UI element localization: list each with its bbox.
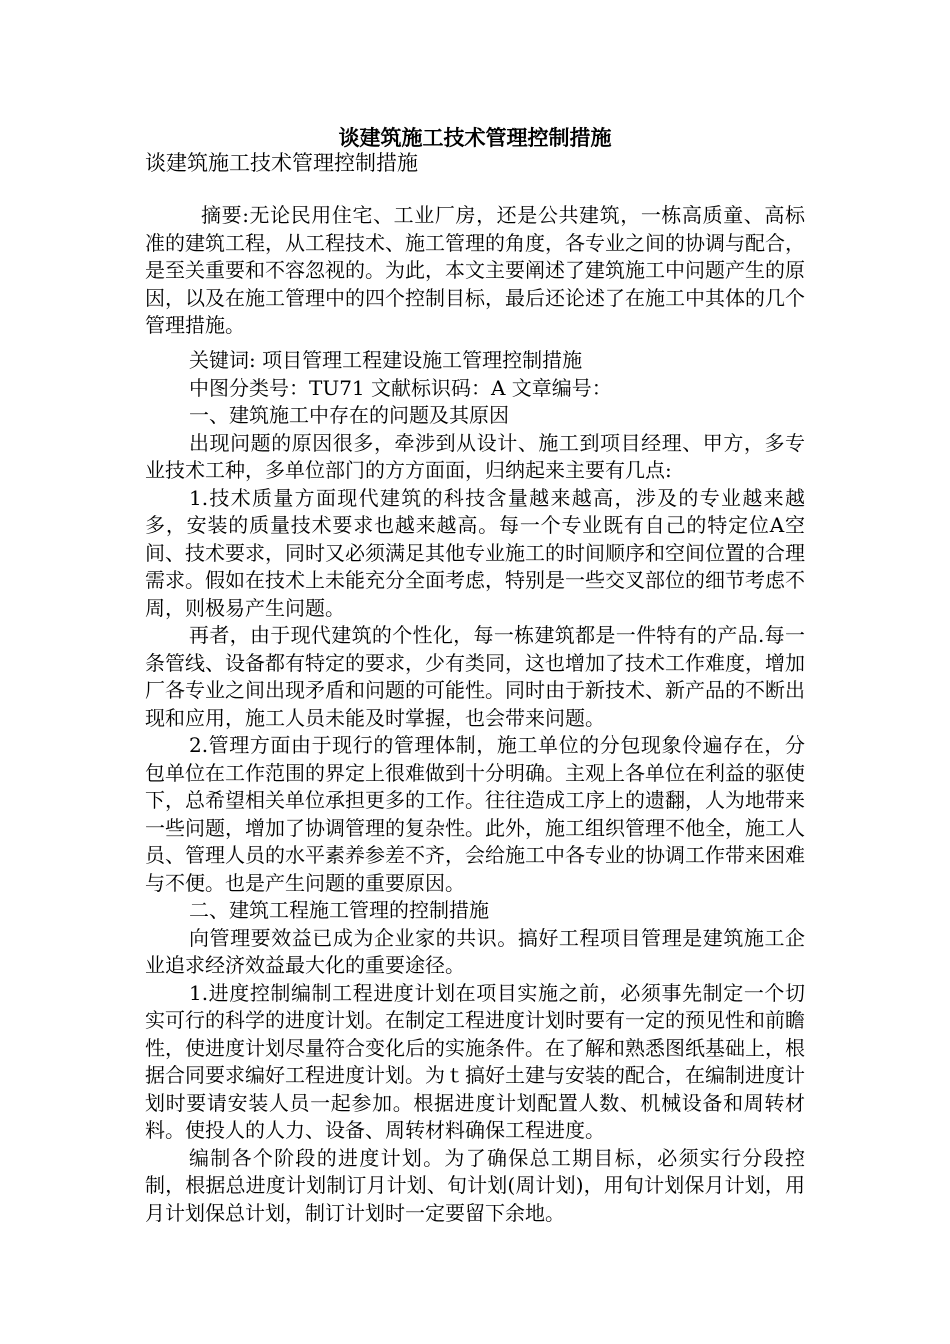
body-paragraph: 再者，由于现代建筑的个性化，每一栋建筑都是一件特有的产品.每一条管线、设备都有特定的要求，少有类同，这也增加了技术工作难度，增加厂各专业之间出现矛盾和问题的可能性。同时由于新技术、新产品的不断出现和应用，施工人员未能及时掌握，也会带来问题。: [145, 623, 805, 730]
body-paragraph: 编制各个阶段的进度计划。为了确保总工期目标，必须实行分段控制，根据总进度计划制订月计划、旬计划(周计划)，用旬计划保月计划，用月计划保总计划，制订计划时一定要留下余地。: [145, 1145, 805, 1225]
document-subtitle: 谈建筑施工技术管理控制措施: [145, 151, 418, 175]
body-paragraph: 向管理要效益已成为企业家的共识。搞好工程项目管理是建筑施工企业追求经济效益最大化的重要途径。: [145, 925, 805, 977]
body-paragraph: 2.管理方面由于现行的管理体制，施工单位的分包现象伶遍存在，分包单位在工作范围的界定上很难做到十分明确。主观上各单位在利益的驱使下，总希望相关单位承担更多的工作。往往造成工序上的遗翻，人为地带来一些问题，增加了协调管理的复杂性。此外，施工组织管理不他全，施工人员、管理人员的水平素养参差不齐，会给施工中各专业的协调工作带来困难与不便。也是产生问题的重要原因。: [145, 733, 805, 895]
body-paragraph: 1.技术质量方面现代建筑的科技含量越来越高，涉及的专业越来越多，安装的质量技术要求也越来越高。每一个专业既有自己的特定位A空间、技术要求，同时又必须满足其他专业施工的时间顺序和空间位置的合理需求。假如在技术上未能充分全面考虑，特别是一些交叉部位的细节考虑不周，则极易产生问题。: [145, 485, 805, 620]
body-paragraph: 1.进度控制编制工程进度计划在项目实施之前，必须事先制定一个切实可行的科学的进度计划。在制定工程进度计划时要有一定的预见性和前瞻性，使进度计划尽量符合变化后的实施条件。在了解和熟悉图纸基础上，根据合同要求编好工程进度计划。为ｔ搞好土建与安装的配合，在编制进度计划时要请安装人员一起参加。根据进度计划配置人数、机械设备和周转材料。使投人的人力、设备、周转材料确保工程进度。: [145, 980, 805, 1142]
section-heading-1: 一、建筑施工中存在的问题及其原因: [189, 403, 509, 427]
classification-line: 中图分类号：TU71 文献标识码：A 文章编号：: [189, 375, 612, 400]
document-body: [145, 347, 805, 1227]
body-paragraph: 出现问题的原因很多，牵涉到从设计、施工到项目经理、甲方，多专业技术工种，多单位部门的方方面面，归纳起来主要有几点:: [145, 430, 805, 482]
abstract-paragraph: 摘要:无论民用住宅、工业厂房，还是公共建筑，一栋高质童、高标准的建筑工程，从工程技术、施工管理的角度，各专业之间的协调与配合，是至关重要和不容忽视的。为此，本文主要阐述了建筑施工中问题产生的原因，以及在施工管理中的四个控制目标，最后还论述了在施工中其体的几个管理措施。: [145, 203, 805, 337]
keywords-line: 关键词: 项目管理工程建设施工管理控制措施: [189, 348, 583, 372]
document-title: 谈建筑施工技术管理控制措施: [338, 125, 612, 150]
section-heading-2: 二、建筑工程施工管理的控制措施: [189, 898, 489, 922]
